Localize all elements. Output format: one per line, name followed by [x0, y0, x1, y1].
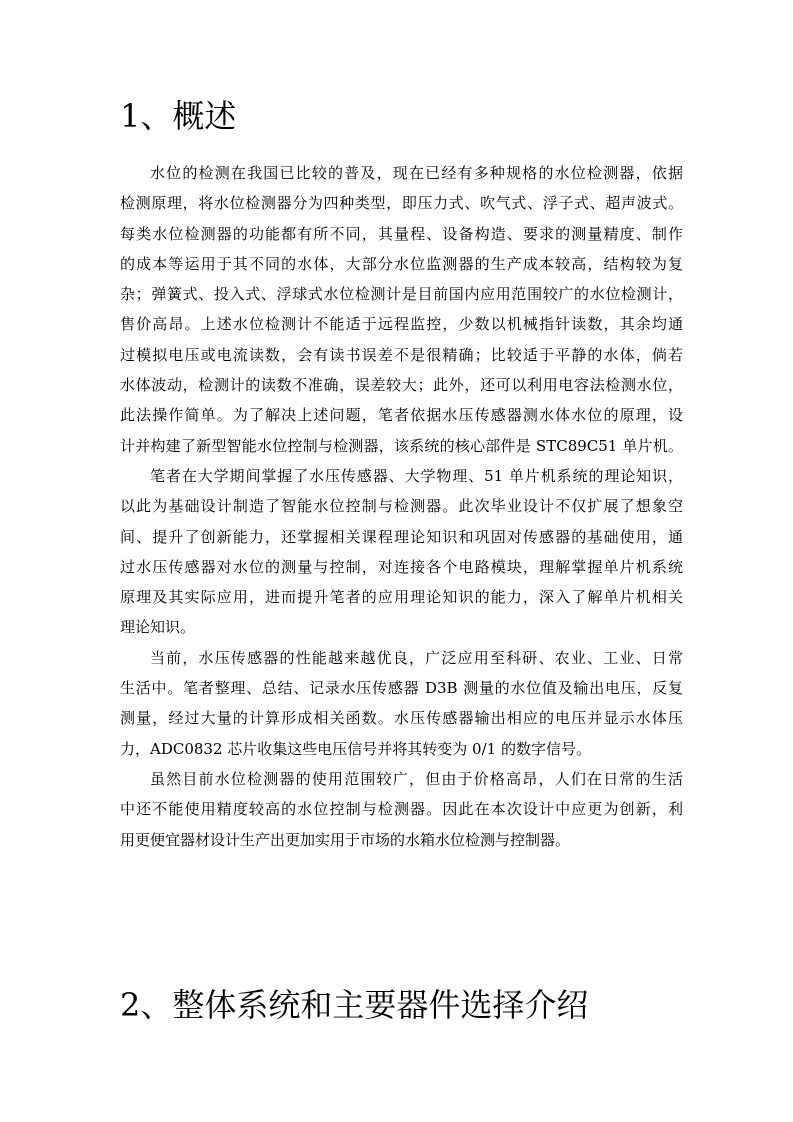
section-2-heading: 2、整体系统和主要器件选择介绍: [120, 986, 589, 1024]
section-1-body: [120, 158, 683, 855]
text-line: 生活中。笔者整理、总结、记录水压传感器 D3B 测量的水位值及输出电压，反复: [120, 679, 683, 698]
text-line: 过水压传感器对水位的测量与控制，对连接各个电路模块，理解掌握单片机系统: [120, 557, 683, 576]
text-line: 用更便宜器材设计生产出更加实用于市场的水箱水位检测与控制器。: [120, 830, 571, 849]
text-line: 的成本等运用于其不同的水体，大部分水位监测器的生产成本较高，结构较为复: [120, 254, 683, 273]
text-line: 笔者在大学期间掌握了水压传感器、大学物理、51 单片机系统的理论知识，: [150, 466, 683, 485]
text-line: 检测原理，将水位检测器分为四种类型，即压力式、吹气式、浮子式、超声波式。: [120, 194, 683, 213]
text-line: 水体波动，检测计的读数不准确，误差较大；此外，还可以利用电容法检测水位，: [120, 376, 683, 395]
text-line: 理论知识。: [120, 618, 196, 637]
text-line: 杂；弹簧式、投入式、浮球式水位检测计是目前国内应用范围较广的水位检测计，: [120, 285, 683, 304]
text-line: 原理及其实际应用，进而提升笔者的应用理论知识的能力，深入了解单片机相关: [120, 588, 683, 607]
text-line: 过模拟电压或电流读数，会有读书误差不是很精确；比较适于平静的水体，倘若: [120, 345, 683, 364]
section-1-heading: 1、概述: [120, 97, 237, 135]
paragraph-1: [120, 158, 683, 461]
text-line: 中还不能使用精度较高的水位控制与检测器。因此在本次设计中应更为创新，利: [120, 800, 683, 819]
text-line: 测量，经过大量的计算形成相关函数。水压传感器输出相应的电压并显示水体压: [120, 709, 683, 728]
text-line: 水位的检测在我国已比较的普及，现在已经有多种规格的水位检测器，依据: [150, 164, 683, 182]
paragraph-2: [120, 461, 683, 643]
paragraph-3: [120, 643, 683, 764]
text-line: 计并构建了新型智能水位控制与检测器，该系统的核心部件是 STC89C51 单片机。: [120, 436, 683, 455]
paragraph-4: [120, 764, 683, 855]
text-line: 虽然目前水位检测器的使用范围较广，但由于价格高昂，人们在日常的生活: [150, 769, 683, 788]
text-line: 当前，水压传感器的性能越来越优良，广泛应用至科研、农业、工业、日常: [150, 648, 683, 667]
text-line: 间、提升了创新能力，还掌握相关课程理论知识和巩固对传感器的基础使用，通: [120, 527, 683, 546]
text-line: 每类水位检测器的功能都有所不同，其量程、设备构造、要求的测量精度、制作: [120, 224, 683, 243]
text-line: 力，ADC0832 芯片收集这些电压信号并将其转变为 0/1 的数字信号。: [120, 739, 591, 758]
text-line: 以此为基础设计制造了智能水位控制与检测器。此次毕业设计不仅扩展了想象空: [120, 497, 683, 516]
text-line: 此法操作简单。为了解决上述问题，笔者依据水压传感器测水体水位的原理，设: [120, 406, 683, 425]
text-line: 售价高昂。上述水位检测计不能适于远程监控，少数以机械指针读数，其余均通: [120, 315, 683, 334]
